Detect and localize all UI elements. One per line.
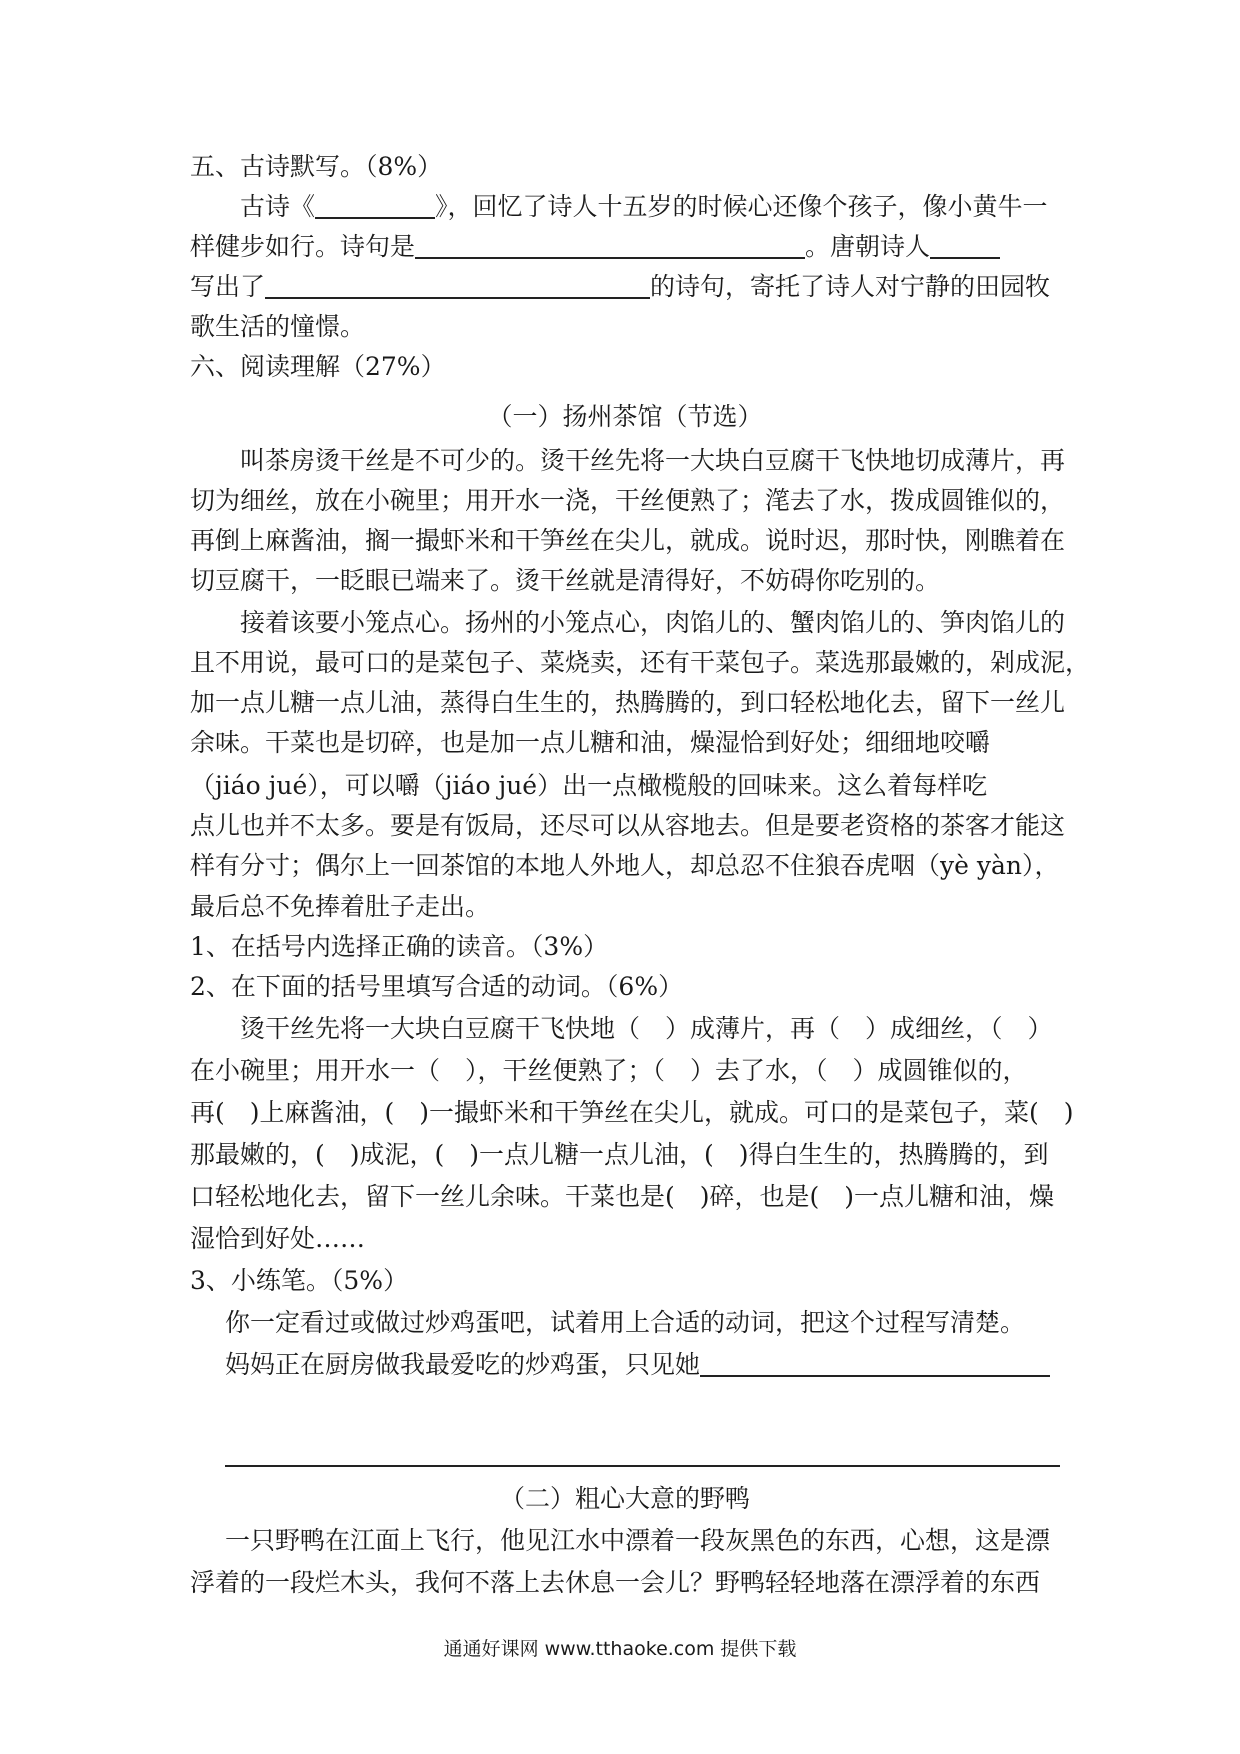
- footer-watermark: 通通好课网 www.tthaoke.com 提供下载: [443, 1638, 797, 1660]
- section5-line3: [190, 268, 1060, 306]
- answer-blank-writing[interactable]: [700, 1349, 1050, 1377]
- question3: 3、小练笔。（5%）: [190, 1266, 409, 1295]
- question1: 1、在括号内选择正确的读音。（3%）: [190, 932, 609, 961]
- answer-blank-poet[interactable]: [930, 231, 1000, 259]
- question2-text-line: 湿恰到好处……: [190, 1224, 366, 1253]
- passage1-p1-line: 切豆腐干，一眨眼已端来了。烫干丝就是清得好，不妨碍你吃别的。: [190, 566, 941, 595]
- text: 样健步如行。诗句是: [190, 232, 416, 261]
- passage1-p1-line: 切为细丝，放在小碗里；用开水一浇，干丝便熟了；滗去了水，拨成圆锥似的，: [190, 486, 1066, 515]
- text: 写出了: [190, 272, 266, 301]
- answer-blank-verse2[interactable]: [265, 271, 650, 299]
- text: 妈妈正在厨房做我最爱吃的炒鸡蛋，只见她: [225, 1350, 701, 1379]
- section5-line2: [190, 228, 1060, 266]
- passage2-title: （二）粗心大意的野鸭: [499, 1484, 750, 1513]
- section5-line1: [240, 188, 1060, 226]
- answer-blank-verse[interactable]: [415, 231, 805, 259]
- section6-heading: 六、阅读理解（27%）: [190, 352, 446, 381]
- passage1-p2-line: 接着该要小笼点心。扬州的小笼点心，肉馅儿的、蟹肉馅儿的、笋肉馅儿的: [240, 608, 1066, 637]
- passage2-line: 浮着的一段烂木头，我何不落上去休息一会儿？野鸭轻轻地落在漂浮着的东西: [190, 1568, 1041, 1597]
- question3-prompt: 你一定看过或做过炒鸡蛋吧，试着用上合适的动词，把这个过程写清楚。: [225, 1308, 1026, 1337]
- passage1-p2-line: 且不用说，最可口的是菜包子、菜烧卖，还有干菜包子。菜选那最嫩的，剁成泥，: [190, 648, 1091, 677]
- text: 古诗《: [240, 192, 316, 221]
- text: 。唐朝诗人: [805, 232, 931, 261]
- question2-text-line: 那最嫩的，( )成泥，( )一点儿糖一点儿油，( )得白生生的，热腾腾的，到: [190, 1140, 1049, 1169]
- passage1-p2-line: 点儿也并不太多。要是有饭局，还尽可以从容地去。但是要老资格的茶客才能这: [190, 811, 1066, 840]
- question2-text-line: 口轻松地化去，留下一丝儿余味。干菜也是( )碎，也是( )一点儿糖和油，燥: [190, 1182, 1055, 1211]
- question3-starter: [225, 1346, 1060, 1384]
- passage1-p2-line: （jiáo jué），可以嚼（jiáo jué）出一点橄榄般的回味来。这么着每样吃: [190, 771, 988, 800]
- text: 的诗句，寄托了诗人对宁静的田园牧: [650, 272, 1051, 301]
- passage1-p2-line: 最后总不免捧着肚子走出。: [190, 892, 491, 921]
- text: 》，回忆了诗人十五岁的时候心还像个孩子，像小黄牛一: [435, 192, 1048, 221]
- passage1-p2-line: 余味。干菜也是切碎，也是加一点儿糖和油，燥湿恰到好处；细细地咬嚼: [190, 728, 991, 757]
- question2-text-line: 再( )上麻酱油，( )一撮虾米和干笋丝在尖儿，就成。可口的是菜包子，菜( ): [190, 1098, 1074, 1127]
- question2-text-line: 烫干丝先将一大块白豆腐干飞快地（ ）成薄片，再（ ）成细丝，（ ）: [240, 1014, 1053, 1043]
- section5-heading: 五、古诗默写。（8%）: [190, 152, 443, 181]
- passage2-line: 一只野鸭在江面上飞行，他见江水中漂着一段灰黑色的东西，心想，这是漂: [225, 1526, 1051, 1555]
- passage1-p2-line: 样有分寸；偶尔上一回茶馆的本地人外地人，却总忍不住狼吞虎咽（yè yàn），: [190, 851, 1060, 880]
- passage1-title: （一）扬州茶馆（节选）: [487, 402, 763, 431]
- writing-line[interactable]: [225, 1465, 1060, 1467]
- answer-blank-poem-title[interactable]: [315, 191, 435, 219]
- section5-line4: 歌生活的憧憬。: [190, 312, 366, 341]
- passage1-p2-line: 加一点儿糖一点儿油，蒸得白生生的，热腾腾的，到口轻松地化去，留下一丝儿: [190, 688, 1066, 717]
- passage1-p1-line: 再倒上麻酱油，搁一撮虾米和干笋丝在尖儿，就成。说时迟，那时快，刚瞧着在: [190, 526, 1066, 555]
- passage1-p1-line: 叫茶房烫干丝是不可少的。烫干丝先将一大块白豆腐干飞快地切成薄片，再: [240, 446, 1066, 475]
- question2-text-line: 在小碗里；用开水一（ ），干丝便熟了；（ ）去了水，（ ）成圆锥似的，: [190, 1056, 1028, 1085]
- question2: 2、在下面的括号里填写合适的动词。（6%）: [190, 972, 684, 1001]
